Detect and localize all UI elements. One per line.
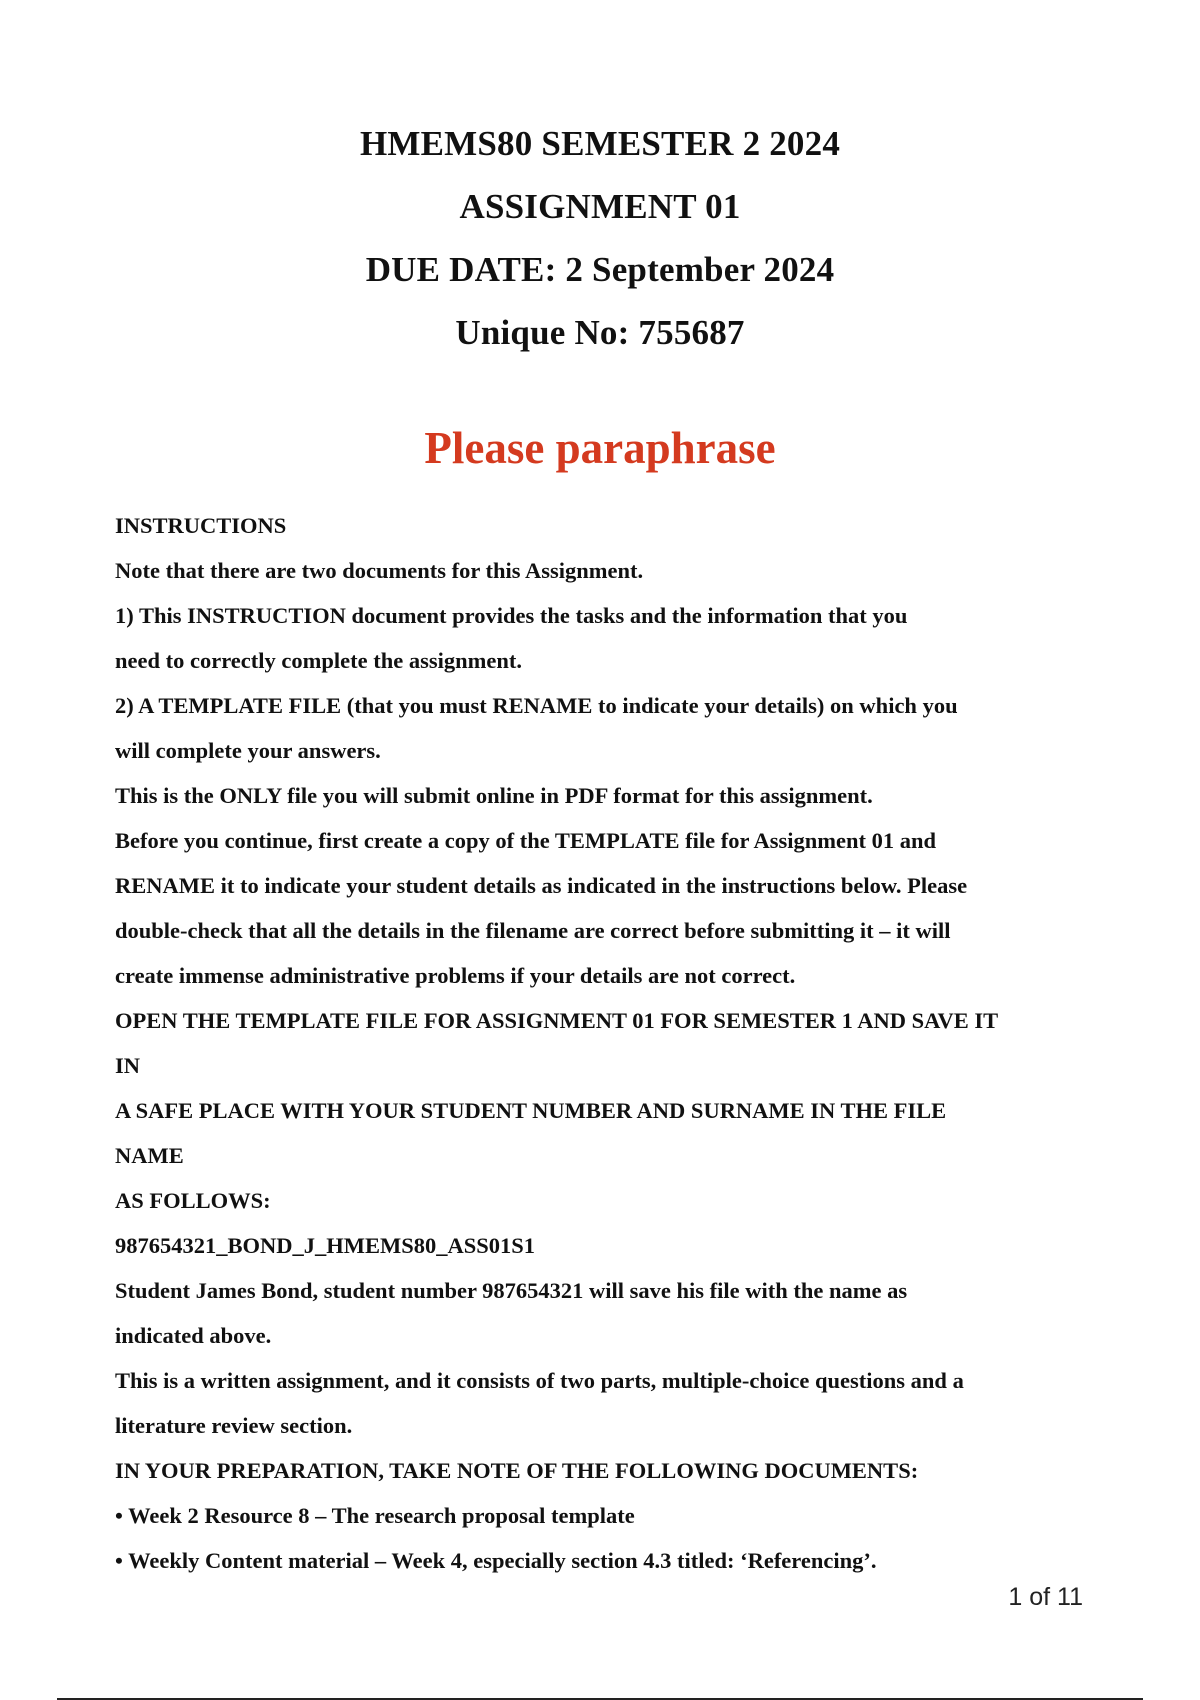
paraphrase-notice: Please paraphrase	[424, 423, 776, 473]
assignment-title: ASSIGNMENT 01	[459, 187, 741, 226]
body-line: Before you continue, first create a copy of the TEMPLATE file for Assignment 01 and	[115, 828, 936, 853]
body-line: IN	[115, 1053, 141, 1078]
body-line: literature review section.	[115, 1413, 353, 1438]
body-line: Student James Bond, student number 987654321 will save his file with the name as	[115, 1278, 908, 1303]
body-line: create immense administrative problems if your details are not correct.	[115, 963, 796, 988]
due-date: DUE DATE: 2 September 2024	[365, 250, 835, 289]
example-filename: 987654321_BOND_J_HMEMS80_ASS01S1	[115, 1233, 536, 1258]
body-line: indicated above.	[115, 1323, 272, 1348]
unique-number: Unique No: 755687	[455, 313, 745, 352]
body-line: RENAME it to indicate your student details as indicated in the instructions below. Please	[115, 873, 968, 898]
body-line: double-check that all the details in the filename are correct before submitting it – it will	[115, 918, 951, 943]
body-line: will complete your answers.	[115, 738, 381, 763]
body-line: A SAFE PLACE WITH YOUR STUDENT NUMBER AND SURNAME IN THE FILE	[115, 1098, 947, 1123]
bullet-item: • Weekly Content material – Week 4, especially section 4.3 titled: ‘Referencing’.	[115, 1548, 877, 1573]
body-line: NAME	[115, 1143, 184, 1168]
body-line: IN YOUR PREPARATION, TAKE NOTE OF THE FOLLOWING DOCUMENTS:	[115, 1458, 919, 1483]
body-line: 1) This INSTRUCTION document provides the tasks and the information that you	[115, 603, 908, 628]
instructions-body	[115, 503, 1115, 1583]
body-line: OPEN THE TEMPLATE FILE FOR ASSIGNMENT 01 FOR SEMESTER 1 AND SAVE IT	[115, 1008, 999, 1033]
body-line: 2) A TEMPLATE FILE (that you must RENAME to indicate your details) on which you	[115, 693, 958, 718]
body-line: Note that there are two documents for this Assignment.	[115, 558, 644, 583]
page-number: 1 of 11	[1008, 1583, 1083, 1611]
body-line: need to correctly complete the assignment.	[115, 648, 522, 673]
document-header	[0, 112, 1200, 364]
bullet-item: • Week 2 Resource 8 – The research proposal template	[115, 1503, 635, 1528]
course-title: HMEMS80 SEMESTER 2 2024	[359, 124, 841, 163]
body-line: AS FOLLOWS:	[115, 1188, 271, 1213]
body-line: This is the ONLY file you will submit online in PDF format for this assignment.	[115, 783, 873, 808]
body-line: This is a written assignment, and it consists of two parts, multiple-choice questions and a	[115, 1368, 964, 1393]
instructions-heading: INSTRUCTIONS	[115, 513, 287, 538]
